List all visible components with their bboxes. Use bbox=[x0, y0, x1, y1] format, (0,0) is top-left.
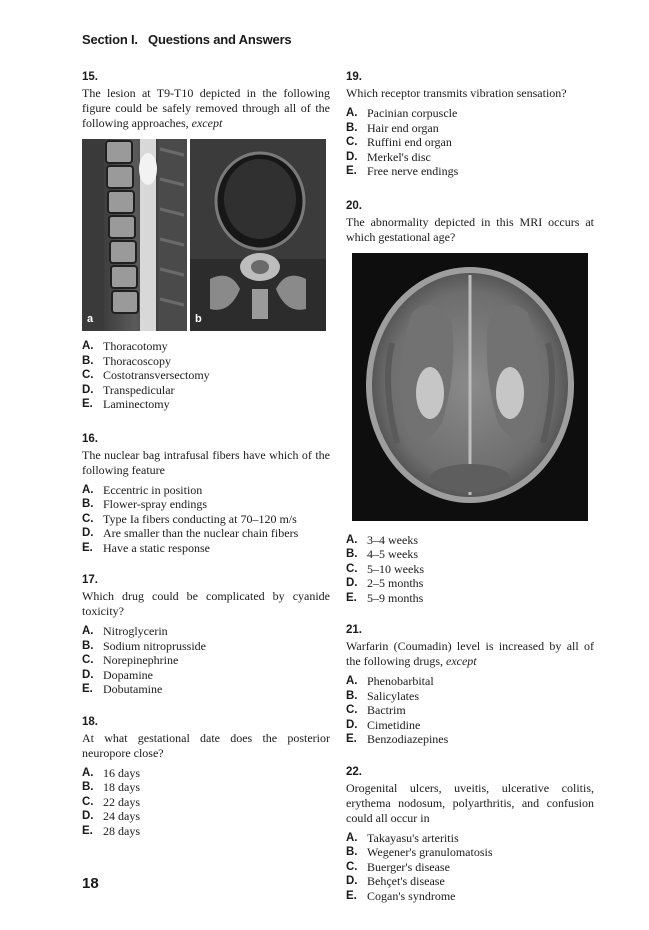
section-label: Section I. bbox=[82, 32, 138, 47]
answer-option: D. Are smaller than the nuclear chain fibers bbox=[82, 526, 299, 540]
spine-mri-figure bbox=[82, 139, 330, 331]
question-19 bbox=[346, 70, 594, 179]
answer-option: A. Nitroglycerin bbox=[82, 624, 168, 638]
question-number: 16. bbox=[82, 432, 98, 445]
answer-option: D. Behçet's disease bbox=[346, 874, 445, 888]
question-number: 17. bbox=[82, 574, 98, 586]
answer-option: B. Thoracoscopy bbox=[82, 353, 171, 368]
brain-mri-image bbox=[352, 253, 588, 521]
question-21 bbox=[346, 623, 594, 747]
answer-option: A. Thoracotomy bbox=[82, 339, 168, 353]
answer-option: B. 4–5 weeks bbox=[346, 547, 418, 561]
question-18 bbox=[82, 715, 330, 839]
answer-option: E. Free nerve endings bbox=[346, 164, 459, 178]
question-text: The lesion at T9-T10 depicted in the following figure could be safely removed through all of the following approaches, except bbox=[82, 86, 330, 130]
question-number: 21. bbox=[346, 624, 362, 636]
answer-options bbox=[346, 106, 594, 179]
question-number: 18. bbox=[82, 715, 98, 728]
answer-option: B. Wegener's granulomatosis bbox=[346, 845, 493, 859]
answer-option: D. Dopamine bbox=[82, 667, 153, 682]
answer-option: A. Eccentric in position bbox=[82, 482, 203, 497]
question-20 bbox=[346, 199, 594, 606]
question-text: Orogenital ulcers, uveitis, ulcerative colitis, erythema nodosum, polyarthritis, and confusion could all occur in bbox=[346, 780, 594, 825]
answer-options bbox=[82, 766, 330, 839]
answer-option: A. 3–4 weeks bbox=[346, 532, 418, 547]
question-number: 15. bbox=[82, 71, 98, 83]
answer-option: C. Norepinephrine bbox=[82, 653, 179, 667]
question-15 bbox=[82, 70, 330, 412]
question-text: Warfarin (Coumadin) level is increased by all of the following drugs, except bbox=[346, 639, 594, 668]
right-column bbox=[346, 70, 594, 916]
answer-options bbox=[82, 624, 330, 697]
question-text: Which drug could be complicated by cyanide toxicity? bbox=[82, 589, 330, 618]
answer-option: D. Cimetidine bbox=[346, 717, 421, 732]
panel-label-a: a bbox=[87, 313, 94, 325]
answer-option: E. Laminectomy bbox=[82, 397, 170, 411]
question-17 bbox=[82, 573, 330, 697]
answer-option: A. Takayasu's arteritis bbox=[346, 830, 459, 845]
question-22 bbox=[346, 765, 594, 904]
answer-option: E. 28 days bbox=[82, 823, 140, 838]
question-number: 22. bbox=[346, 765, 362, 778]
answer-option: C. Buerger's disease bbox=[346, 859, 450, 874]
answer-options bbox=[346, 831, 594, 904]
answer-option: B. Hair end organ bbox=[346, 120, 439, 135]
answer-option: A. Pacinian corpuscle bbox=[346, 106, 458, 120]
answer-option: E. Benzodiazepines bbox=[346, 732, 449, 746]
answer-option: E. Have a static response bbox=[82, 540, 210, 555]
question-text: The nuclear bag intrafusal fibers have which of the following feature bbox=[82, 447, 330, 477]
question-16 bbox=[82, 432, 330, 556]
answer-option: D. 2–5 months bbox=[346, 576, 424, 590]
answer-option: A. 16 days bbox=[82, 765, 140, 780]
question-emphasis: except bbox=[446, 654, 477, 668]
answer-option: C. 5–10 weeks bbox=[346, 561, 424, 576]
answer-option: C. Bactrim bbox=[346, 703, 406, 717]
question-text: The abnormality depicted in this MRI occurs at which gestational age? bbox=[346, 214, 594, 244]
question-number: 19. bbox=[346, 71, 362, 83]
answer-option: E. Cogan's syndrome bbox=[346, 888, 456, 903]
sagittal-mri-image bbox=[82, 139, 187, 331]
answer-option: C. Ruffini end organ bbox=[346, 135, 452, 149]
question-text: At what gestational date does the posterior neuropore close? bbox=[82, 730, 330, 760]
left-column bbox=[82, 70, 330, 851]
answer-option: E. Dobutamine bbox=[82, 682, 163, 696]
answer-option: E. 5–9 months bbox=[346, 590, 424, 605]
answer-options bbox=[346, 533, 594, 606]
answer-option: C. Costotransversectomy bbox=[82, 368, 210, 382]
answer-option: D. 24 days bbox=[82, 809, 140, 823]
answer-option: B. 18 days bbox=[82, 780, 140, 794]
answer-option: B. Salicylates bbox=[346, 688, 419, 703]
running-header bbox=[82, 32, 291, 47]
axial-mri-image bbox=[190, 139, 326, 331]
section-title: Questions and Answers bbox=[148, 32, 292, 47]
answer-option: B. Flower-spray endings bbox=[82, 497, 208, 511]
answer-option: C. 22 days bbox=[82, 794, 140, 809]
answer-option: D. Transpedicular bbox=[82, 382, 175, 397]
answer-option: B. Sodium nitroprusside bbox=[82, 638, 207, 653]
answer-option: D. Merkel's disc bbox=[346, 149, 431, 164]
question-text: Which receptor transmits vibration sensation? bbox=[346, 86, 567, 100]
answer-option: A. Phenobarbital bbox=[346, 674, 434, 688]
answer-options bbox=[82, 339, 330, 412]
panel-label-b: b bbox=[195, 313, 202, 325]
question-number: 20. bbox=[346, 199, 362, 212]
answer-options bbox=[82, 483, 330, 556]
question-emphasis: except bbox=[191, 116, 223, 130]
answer-option: C. Type Ia fibers conducting at 70–120 m/s bbox=[82, 511, 297, 526]
page-number: 18 bbox=[82, 875, 99, 892]
answer-options bbox=[346, 674, 594, 747]
